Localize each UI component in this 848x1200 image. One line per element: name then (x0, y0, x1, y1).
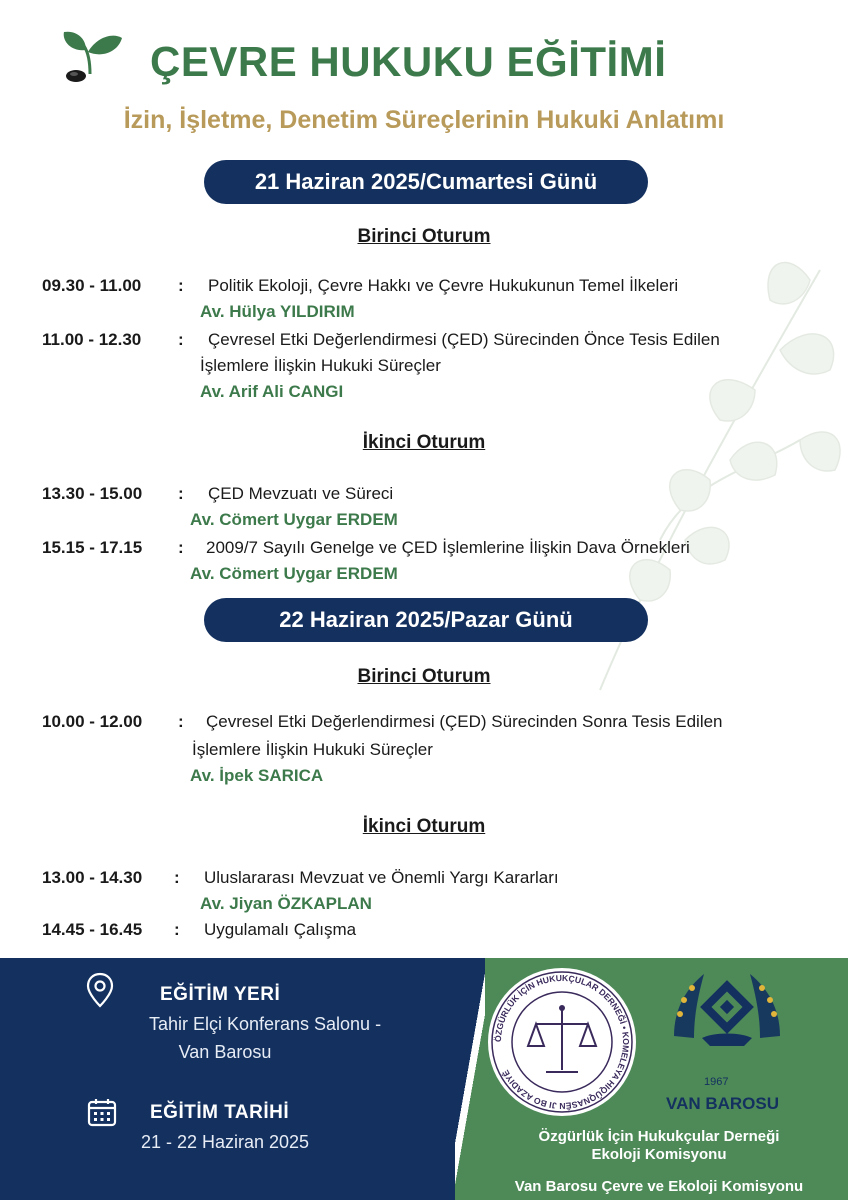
schedule-row (0, 712, 848, 738)
page-subtitle: İzin, İşletme, Denetim Süreçlerinin Hukuki Anlatımı (123, 106, 725, 134)
venue-line-1: Tahir Elçi Konferans Salonu - (148, 1014, 382, 1034)
page-title: ÇEVRE HUKUKU EĞİTİMİ (150, 38, 667, 85)
sprout-icon (60, 30, 124, 88)
schedule-row (0, 276, 848, 302)
day-1-session-2-title: İkinci Oturum (362, 432, 486, 453)
organizer-2: Van Barosu Çevre ve Ekoloji Komisyonu (514, 1178, 804, 1195)
organizer-1-line-1: Özgürlük İçin Hukukçular Derneği (538, 1128, 780, 1145)
day-2-badge: 22 Haziran 2025/Pazar Günü (204, 598, 648, 642)
session-time: 13.30 - 15.00 (42, 484, 143, 503)
session-topic: Çevresel Etki Değerlendirmesi (ÇED) Sürecinden Sonra Tesis Edilen (206, 712, 723, 731)
schedule-row (0, 868, 848, 894)
session-topic: Uygulamalı Çalışma (204, 920, 357, 939)
day-1-session-1-title: Birinci Oturum (357, 226, 491, 247)
session-time: 13.00 - 14.30 (42, 868, 143, 887)
time-separator: : (178, 712, 184, 731)
session-topic: Çevresel Etki Değerlendirmesi (ÇED) Sürecinden Önce Tesis Edilen (208, 330, 720, 349)
baro-year: 1967 (704, 1076, 729, 1088)
schedule-row (0, 330, 848, 356)
session-topic: Politik Ekoloji, Çevre Hakkı ve Çevre Hukukunun Temel İlkeleri (208, 276, 679, 295)
speaker-name: Av. Arif Ali CANGI (200, 382, 344, 401)
van-barosu-emblem-icon (664, 966, 790, 1084)
time-separator: : (178, 484, 184, 503)
session-topic-continued: İşlemlere İlişkin Hukuki Süreçler (192, 740, 433, 759)
seal-ring-text (486, 966, 638, 1118)
schedule-row (0, 920, 848, 946)
day-1-badge: 21 Haziran 2025/Cumartesi Günü (204, 160, 648, 204)
session-topic: Uluslararası Mevzuat ve Önemli Yargı Kararları (204, 868, 559, 887)
speaker-name: Av. Jiyan ÖZKAPLAN (200, 894, 372, 913)
session-time: 11.00 - 12.30 (42, 330, 142, 349)
session-topic: 2009/7 Sayılı Genelge ve ÇED İşlemlerine İlişkin Dava Örnekleri (206, 538, 690, 557)
time-separator: : (174, 868, 180, 887)
schedule-row (0, 484, 848, 510)
day-2-session-2-title: İkinci Oturum (362, 816, 486, 837)
session-time: 15.15 - 17.15 (42, 538, 143, 557)
speaker-name: Av. Hülya YILDIRIM (200, 302, 355, 321)
time-separator: : (178, 330, 184, 349)
baro-name: VAN BAROSU (666, 1094, 780, 1113)
header (0, 28, 848, 148)
date-value: 21 - 22 Haziran 2025 (140, 1132, 310, 1152)
session-time: 14.45 - 16.45 (42, 920, 143, 939)
session-topic: ÇED Mevzuatı ve Süreci (208, 484, 394, 503)
speaker-name: Av. Cömert Uygar ERDEM (190, 510, 398, 529)
session-topic-continued: İşlemlere İlişkin Hukuki Süreçler (200, 356, 441, 375)
schedule-row (0, 538, 848, 564)
speaker-name: Av. Cömert Uygar ERDEM (190, 564, 398, 583)
venue-line-2: Van Barosu (178, 1042, 272, 1062)
speaker-name: Av. İpek SARICA (190, 766, 324, 785)
footer-divider (455, 958, 485, 1200)
session-time: 09.30 - 11.00 (42, 276, 142, 295)
svg-text:ÖZGÜRLÜK İÇİN HUKUKÇULAR DERNE: ÖZGÜRLÜK İÇİN HUKUKÇULAR DERNEĞİ • KOMELEYA HIQÛQNASÊN JI BO AZADIYÊ (492, 972, 632, 1112)
session-time: 10.00 - 12.00 (42, 712, 143, 731)
day-2-session-1-title: Birinci Oturum (357, 666, 491, 687)
time-separator: : (178, 276, 184, 295)
calendar-icon (86, 1096, 118, 1128)
time-separator: : (178, 538, 184, 557)
time-separator: : (174, 920, 180, 939)
organizer-1-line-2: Ekoloji Komisyonu (591, 1146, 727, 1163)
date-label: EĞİTİM TARİHİ (150, 1102, 290, 1123)
venue-label: EĞİTİM YERİ (160, 984, 281, 1005)
location-pin-icon (86, 972, 114, 1008)
